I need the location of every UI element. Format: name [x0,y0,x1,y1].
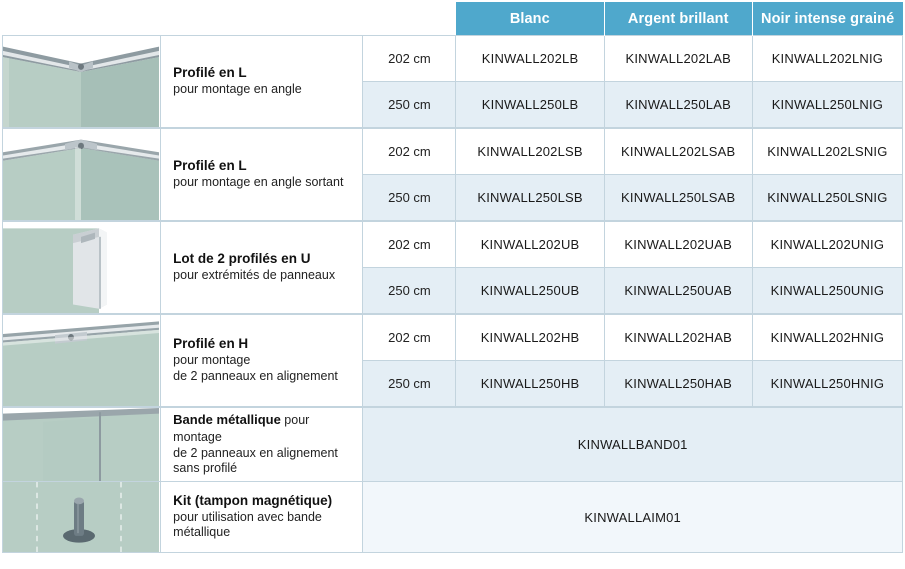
header-column-noir: Noir intense grainé [752,2,902,36]
product-image-cell [3,36,161,128]
product-subtitle: pour extrémités de panneaux [173,268,336,283]
code-argent: KINWALL202HAB [604,315,752,361]
profile-l-corner-illustration [3,36,159,127]
product-title: Lot de 2 profilés en U [173,251,311,267]
code-argent: KINWALL202LSAB [604,129,752,175]
length-cell: 202 cm [363,36,456,82]
table-row [3,129,903,175]
header-column-blanc: Blanc [456,2,604,36]
product-description-cell [161,315,363,407]
product-table [2,2,903,553]
code-bande-metallique: KINWALLBAND01 [363,408,903,482]
code-argent: KINWALL250LSAB [604,175,752,221]
product-reference-table-sheet [0,2,905,540]
metal-strip-illustration [3,408,159,481]
product-image-cell [3,408,161,482]
table-header [3,2,903,36]
code-blanc: KINWALL202UB [456,222,604,268]
table-row [3,482,903,553]
profile-h-joint-graphic [3,315,159,406]
code-noir: KINWALL202LSNIG [752,129,902,175]
profile-u-edge-graphic [3,222,159,313]
product-subtitle: pour montage en angle sortant [173,175,344,190]
product-description-cell [161,36,363,128]
code-blanc: KINWALL250UB [456,268,604,314]
profile-l-outer-corner-illustration [3,129,159,220]
product-image-cell [3,222,161,314]
code-noir: KINWALL250LNIG [752,82,902,128]
product-title: Bande métallique [173,412,281,427]
product-title: Profilé en L [173,65,247,81]
table-row [3,36,903,82]
profile-l-outer-corner-graphic [3,129,159,220]
code-argent: KINWALL250HAB [604,361,752,407]
product-image-cell [3,482,161,553]
product-title: Kit (tampon magnétique) [173,492,333,508]
header-spacer-image [3,2,161,36]
product-image-cell [3,129,161,221]
code-blanc: KINWALL202LSB [456,129,604,175]
length-cell: 202 cm [363,222,456,268]
profile-u-edge-illustration [3,222,159,313]
table-row [3,408,903,482]
length-cell: 202 cm [363,129,456,175]
product-subtitle-line2: pour utilisation avec bande métallique [173,509,322,540]
magnetic-pad-kit-illustration [3,482,159,552]
length-cell: 250 cm [363,82,456,128]
profile-h-joint-illustration [3,315,159,406]
product-subtitle-line2: de 2 panneaux en alignement [173,368,338,383]
table-row [3,315,903,361]
length-cell: 202 cm [363,315,456,361]
code-blanc: KINWALL250LB [456,82,604,128]
profile-l-corner-graphic [3,36,159,127]
code-argent: KINWALL202LAB [604,36,752,82]
header-column-argent: Argent brillant [604,2,752,36]
header-spacer-length [363,2,456,36]
product-title: Profilé en L [173,158,247,174]
code-blanc: KINWALL250LSB [456,175,604,221]
magnetic-pad-kit-graphic [3,482,159,552]
code-noir: KINWALL202UNIG [752,222,902,268]
footer-spacer [0,553,905,569]
header-spacer-description [161,2,363,36]
code-argent: KINWALL250LAB [604,82,752,128]
code-noir: KINWALL250LSNIG [752,175,902,221]
product-image-cell [3,315,161,407]
code-argent: KINWALL202UAB [604,222,752,268]
product-description-cell [161,408,363,482]
metal-strip-graphic [3,408,159,481]
table-row [3,222,903,268]
table-body [3,36,903,553]
code-noir: KINWALL202HNIG [752,315,902,361]
code-blanc: KINWALL202LB [456,36,604,82]
code-noir: KINWALL250UNIG [752,268,902,314]
product-description-cell [161,482,363,553]
code-blanc: KINWALL250HB [456,361,604,407]
code-noir: KINWALL202LNIG [752,36,902,82]
code-noir: KINWALL250HNIG [752,361,902,407]
product-subtitle-line2: de 2 panneaux en alignement sans profilé [173,445,338,476]
code-argent: KINWALL250UAB [604,268,752,314]
product-title: Profilé en H [173,336,249,352]
product-subtitle: pour montage [173,353,251,368]
product-description-cell [161,129,363,221]
code-blanc: KINWALL202HB [456,315,604,361]
length-cell: 250 cm [363,361,456,407]
code-kit-magnetique: KINWALLAIM01 [363,482,903,553]
length-cell: 250 cm [363,268,456,314]
product-subtitle: pour montage [173,413,310,444]
product-description-cell [161,222,363,314]
product-subtitle: pour montage en angle [173,82,302,97]
length-cell: 250 cm [363,175,456,221]
